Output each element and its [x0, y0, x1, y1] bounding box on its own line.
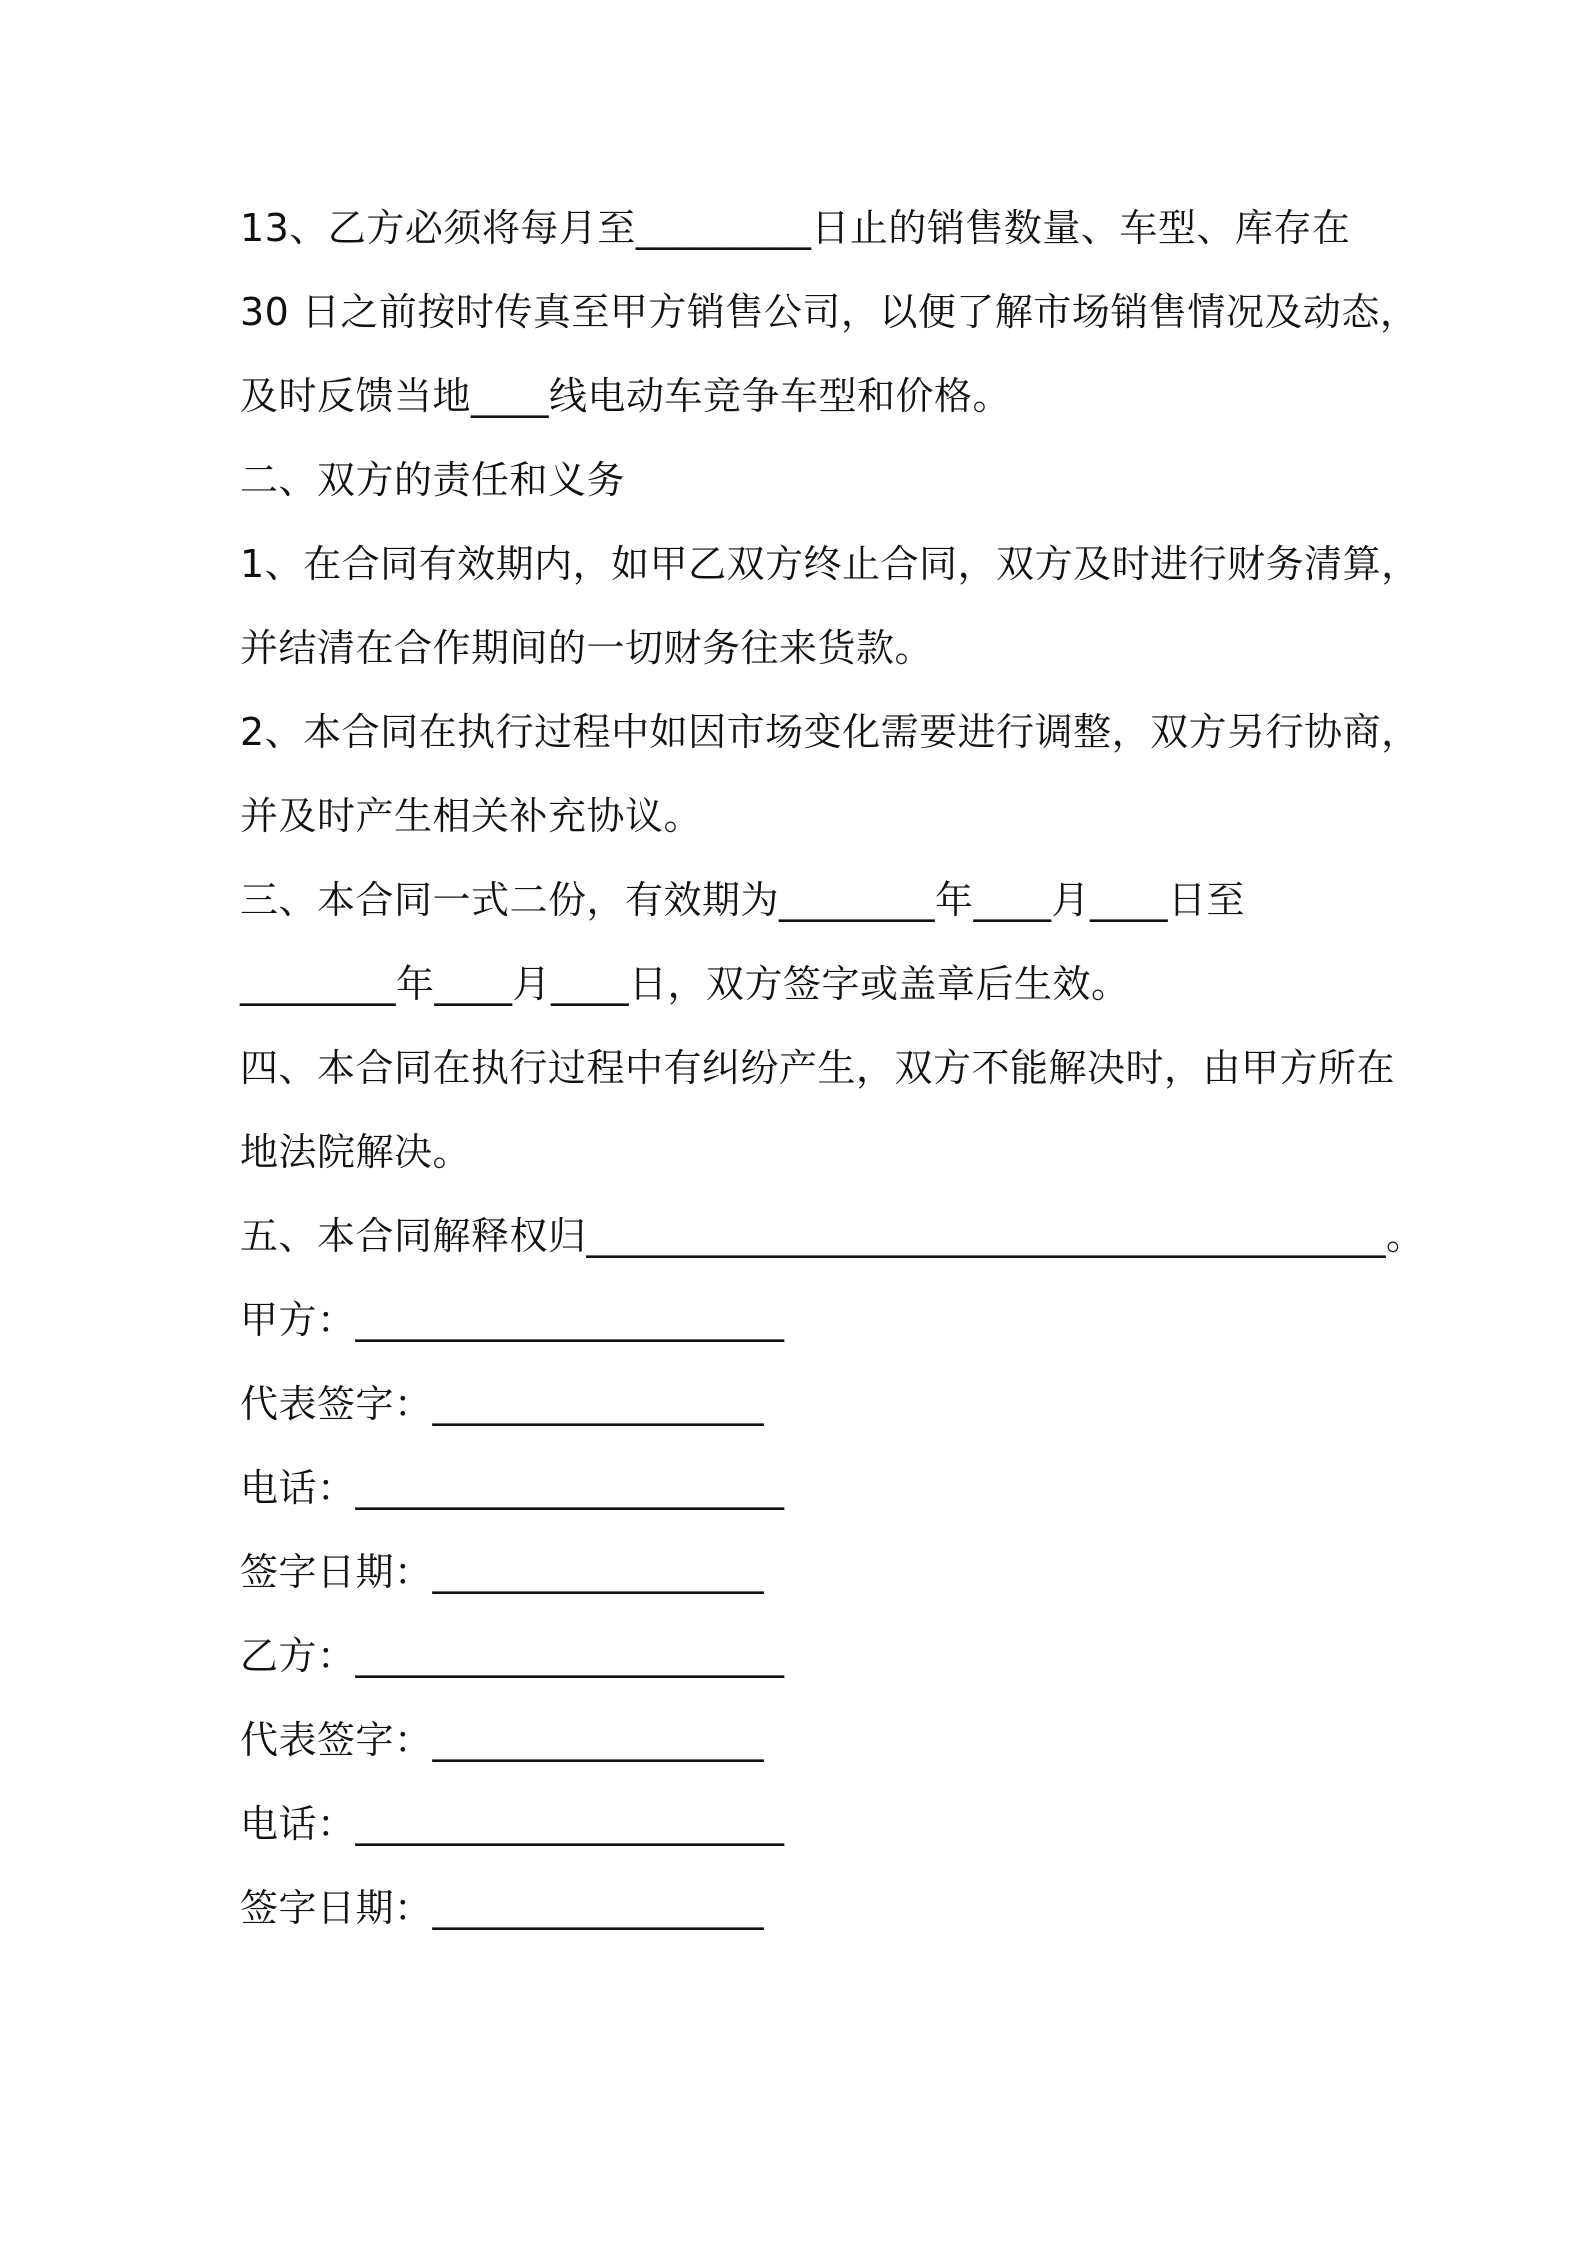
section-5: 五、本合同解释权归_________________________________________。 [240, 1214, 1425, 1258]
party-a-sign-date: 签字日期：_________________ [240, 1550, 765, 1594]
party-a-signature: 代表签字：_________________ [240, 1382, 765, 1426]
party-b-name: 乙方：______________________ [240, 1634, 785, 1678]
section-4-line-2: 地法院解决。 [240, 1130, 472, 1174]
section-3-line-1: 三、本合同一式二份，有效期为________年____月____日至 [240, 878, 1246, 922]
party-a-name: 甲方：______________________ [240, 1298, 785, 1342]
section-2-item-1-line-2: 并结清在合作期间的一切财务往来货款。 [240, 626, 934, 670]
party-a-phone: 电话：______________________ [240, 1466, 785, 1510]
party-b-phone: 电话：______________________ [240, 1802, 785, 1846]
section-2-heading: 二、双方的责任和义务 [240, 458, 626, 502]
section-3-line-2: ________年____月____日，双方签字或盖章后生效。 [240, 962, 1130, 1006]
section-2-item-2-line-2: 并及时产生相关补充协议。 [240, 794, 703, 838]
section-4-line-1: 四、本合同在执行过程中有纠纷产生，双方不能解决时，由甲方所在 [240, 1046, 1396, 1090]
section-2-item-1-line-1: 1、在合同有效期内，如甲乙双方终止合同，双方及时进行财务清算， [240, 542, 1420, 586]
clause-13-line-2: 30 日之前按时传真至甲方销售公司，以便了解市场销售情况及动态， [240, 290, 1419, 334]
party-b-sign-date: 签字日期：_________________ [240, 1886, 765, 1930]
section-2-item-2-line-1: 2、本合同在执行过程中如因市场变化需要进行调整，双方另行协商， [240, 710, 1420, 754]
clause-13-line-3: 及时反馈当地____线电动车竞争车型和价格。 [240, 374, 1012, 418]
party-b-signature: 代表签字：_________________ [240, 1718, 765, 1762]
clause-13-line-1: 13、乙方必须将每月至_________日止的销售数量、车型、库存在 [240, 206, 1351, 250]
